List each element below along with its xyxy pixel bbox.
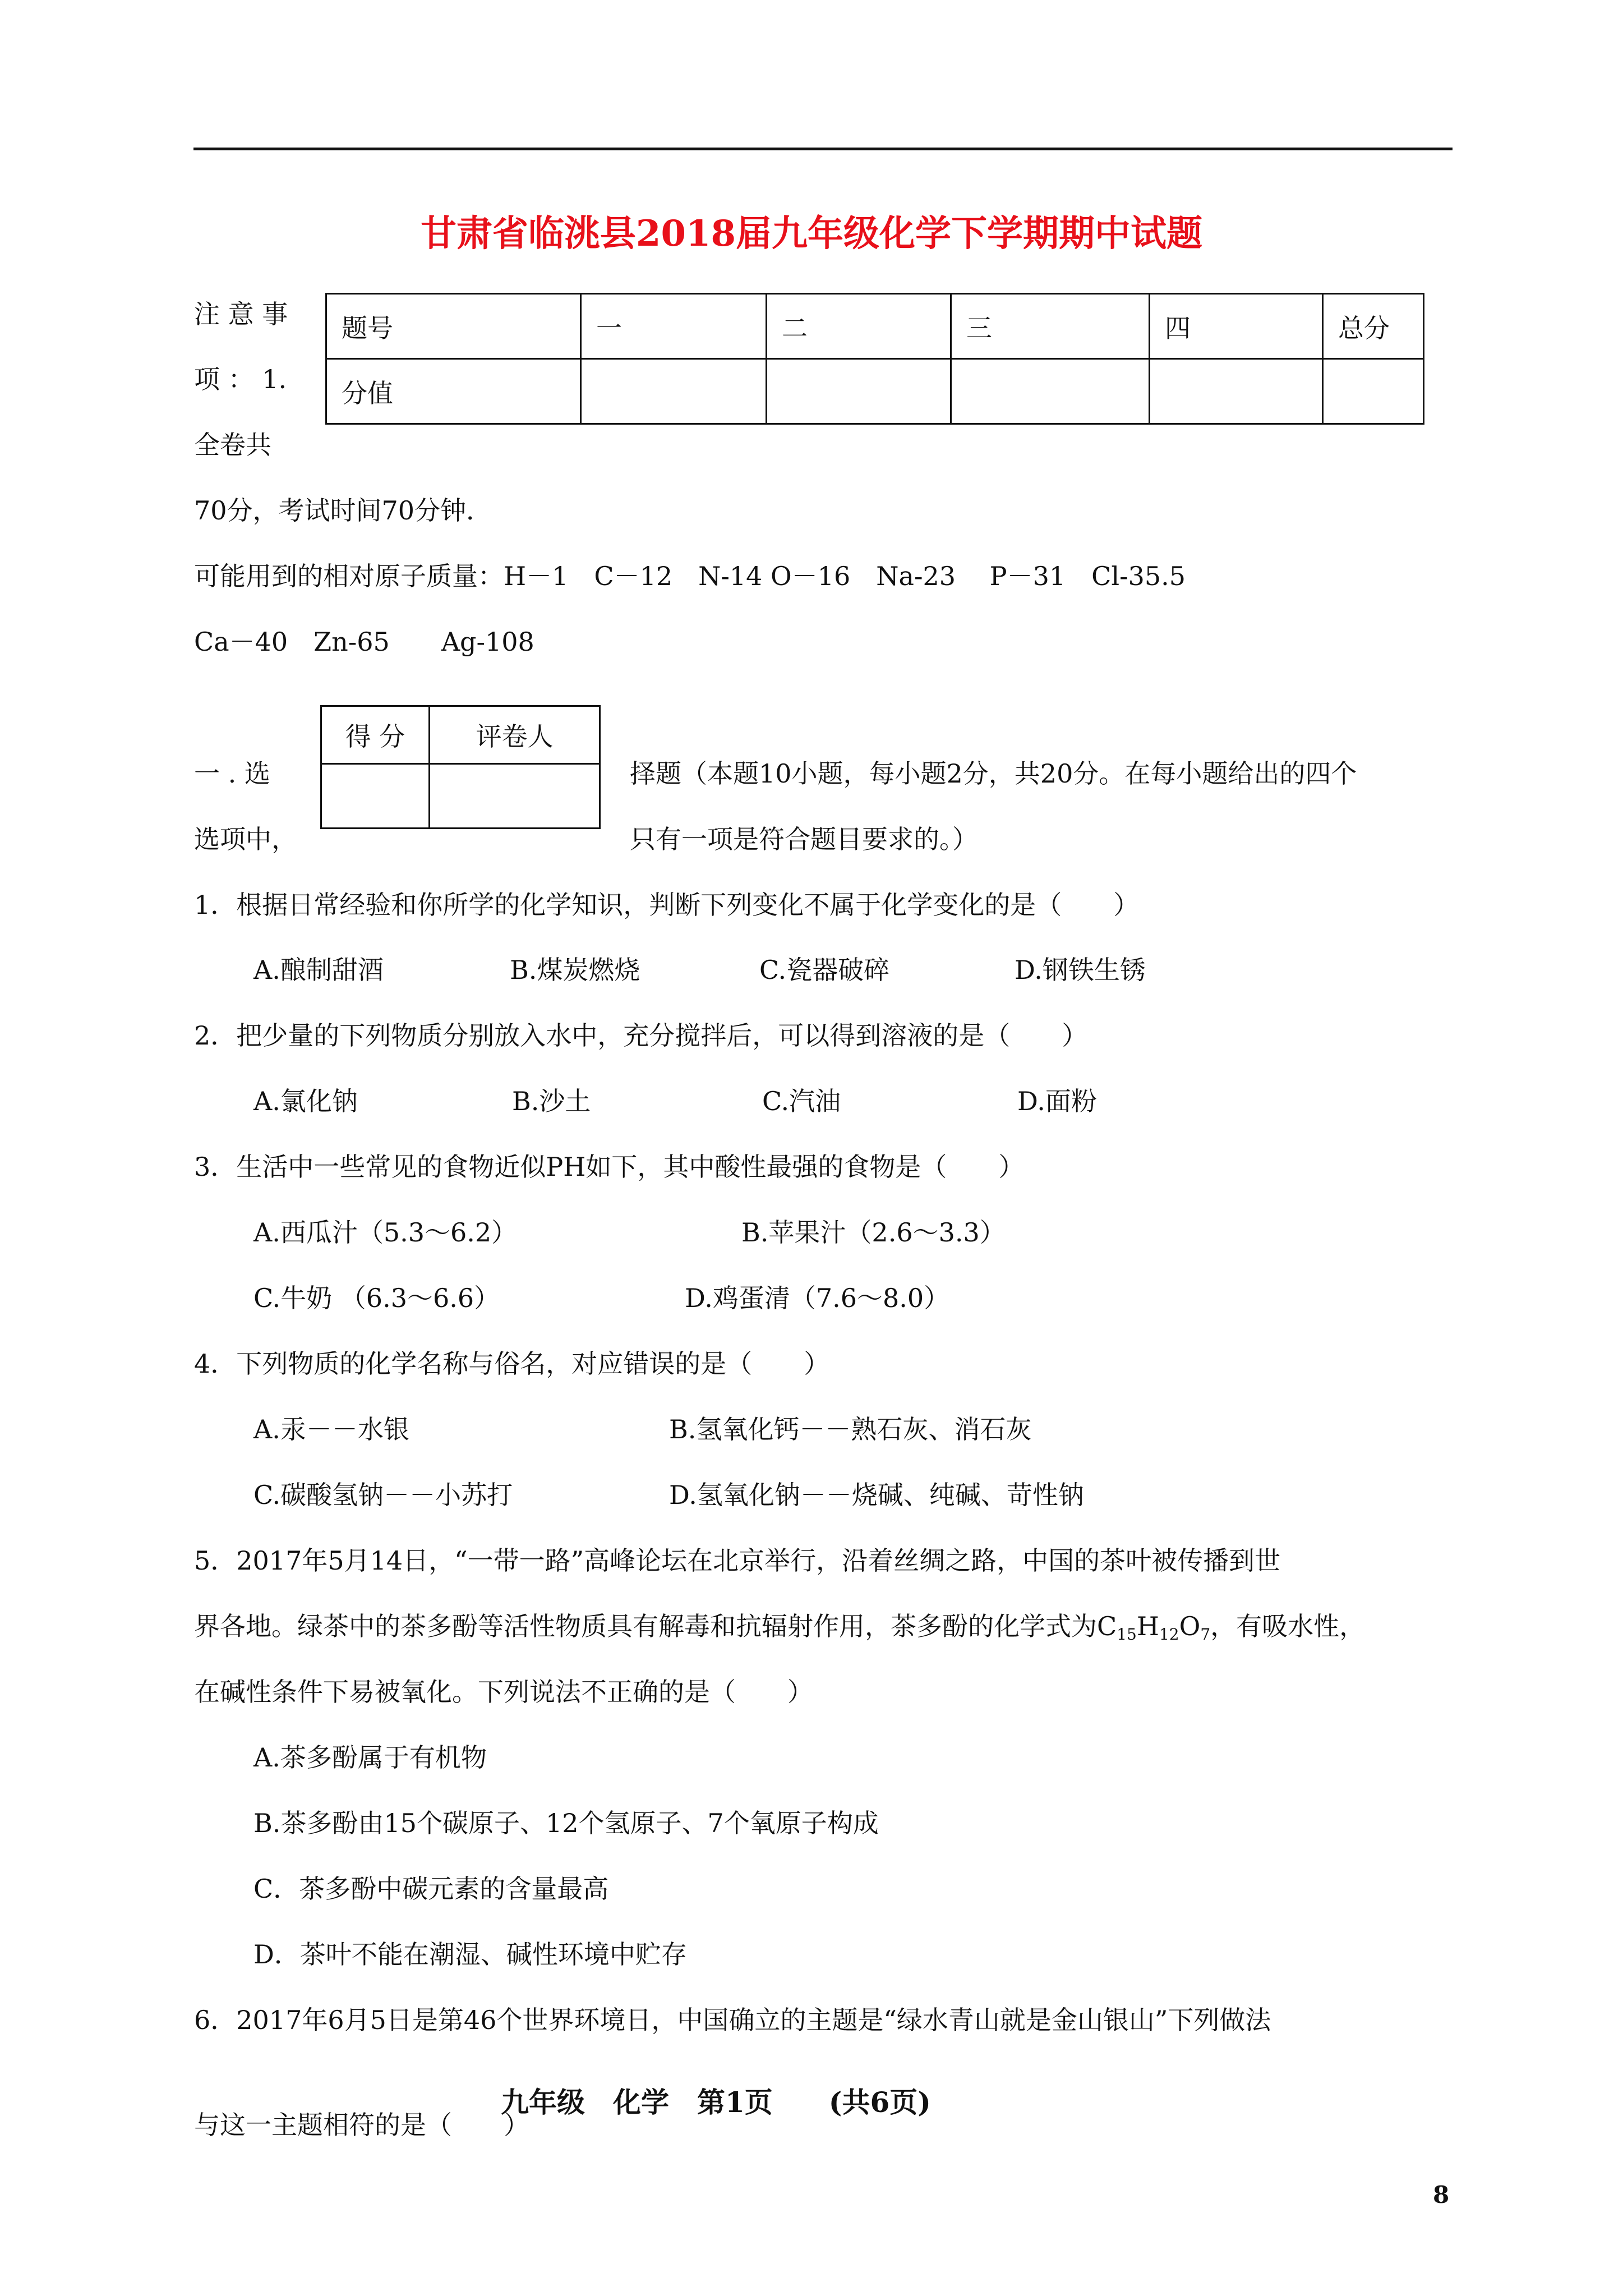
section-1-heading-right-2: 只有一项是符合题目要求的。） — [630, 824, 978, 854]
section-1-heading-left-1: 一 . 选 — [194, 758, 270, 789]
question-3-option-c: C.牛奶 （6.3～6.6） — [253, 1283, 500, 1313]
question-2-stem: 2．把少量的下列物质分别放入水中，充分搅拌后，可以得到溶液的是（ ） — [194, 1020, 1088, 1051]
score-label: 得 分 — [321, 706, 430, 764]
section-1-heading-left-2: 选项中， — [194, 824, 297, 854]
question-4-option-d: D.氢氧化钠－－烧碱、纯碱、苛性钠 — [669, 1480, 1084, 1510]
page-footer: 九年级 化学 第1页 (共6页) — [501, 2086, 931, 2119]
grader-label: 评卷人 — [430, 706, 600, 764]
question-4-option-c: C.碳酸氢钠－－小苏打 — [253, 1480, 513, 1510]
question-1-stem: 1．根据日常经验和你所学的化学知识，判断下列变化不属于化学变化的是（ ） — [194, 890, 1140, 920]
score-cell[interactable] — [767, 359, 951, 424]
question-5-line-2-text: 界各地。绿茶中的茶多酚等活性物质具有解毒和抗辐射作用，茶多酚的化学式为 — [194, 1611, 1097, 1641]
question-5-line-2-tail: ，有吸水性， — [1210, 1611, 1366, 1641]
score-header-cell: 题号 — [326, 294, 581, 359]
question-3-option-a: A.西瓜汁（5.3～6.2） — [253, 1217, 518, 1248]
notes-line-1: 注 意 事 — [194, 299, 288, 329]
question-5-option-d: D．茶叶不能在潮湿、碱性环境中贮存 — [253, 1939, 687, 1970]
section-1-heading-right-1: 择题（本题10小题，每小题2分，共20分。在每小题给出的四个 — [630, 758, 1357, 789]
question-1-option-b: B.煤炭燃烧 — [510, 955, 640, 985]
score-cell[interactable] — [1323, 359, 1424, 424]
score-header-cell: 四 — [1150, 294, 1323, 359]
question-1-option-c: C.瓷器破碎 — [759, 955, 890, 985]
exam-info: 70分，考试时间70分钟． — [194, 495, 492, 526]
question-3-option-b: B.苹果汁（2.6～3.3） — [741, 1217, 1006, 1248]
question-4-stem: 4．下列物质的化学名称与俗名，对应错误的是（ ） — [194, 1349, 830, 1379]
question-3-option-d: D.鸡蛋清（7.6～8.0） — [685, 1283, 950, 1313]
page-number: 8 — [1433, 2181, 1450, 2208]
question-6-line-1: 6．2017年6月5日是第46个世界环境日，中国确立的主题是“绿水青山就是金山银山”下列做法 — [194, 2005, 1271, 2035]
question-2-option-c: C.汽油 — [762, 1086, 841, 1116]
question-1-option-d: D.钢铁生锈 — [1015, 955, 1146, 985]
question-2-option-d: D.面粉 — [1017, 1086, 1097, 1116]
question-5-line-1: 5．2017年5月14日，“一带一路”高峰论坛在北京举行，沿着丝绸之路，中国的茶叶被传播到世 — [194, 1545, 1281, 1576]
score-table — [325, 293, 1424, 425]
score-table-value-row — [326, 359, 1424, 424]
tea-polyphenol-formula: $C_{15}H_{12}O_7$ — [1097, 1611, 1211, 1644]
score-table-header-row — [326, 294, 1424, 359]
question-2-option-b: B.沙土 — [512, 1086, 591, 1116]
atomic-masses-line-2: Ca－40 Zn-65 Ag-108 — [194, 627, 534, 657]
header-rule — [193, 148, 1453, 150]
question-1-option-a: A.酿制甜酒 — [253, 955, 384, 985]
question-5-option-c: C．茶多酚中碳元素的含量最高 — [253, 1874, 609, 1904]
score-header-cell: 二 — [767, 294, 951, 359]
grader-table — [320, 705, 601, 829]
question-2-option-a: A.氯化钠 — [253, 1086, 358, 1116]
question-4-option-a: A.汞－－水银 — [253, 1414, 409, 1444]
question-3-stem: 3．生活中一些常见的食物近似PH如下，其中酸性最强的食物是（ ） — [194, 1152, 1025, 1182]
score-entry-cell[interactable] — [321, 764, 430, 829]
score-header-cell: 总分 — [1323, 294, 1424, 359]
page-title: 甘肃省临洮县2018届九年级化学下学期期中试题 — [420, 213, 1203, 255]
score-cell[interactable] — [951, 359, 1150, 424]
question-5-line-3: 在碱性条件下易被氧化。下列说法不正确的是（ ） — [194, 1677, 813, 1707]
question-5-line-2 — [194, 1611, 1366, 1644]
notes-line-2: 项 ： 1. — [194, 364, 287, 394]
score-header-cell: 一 — [581, 294, 767, 359]
question-6-line-2: 与这一主题相符的是（ ） — [194, 2110, 529, 2140]
atomic-masses-line-1: 可能用到的相对原子质量：H－1 C－12 N-14 O－16 Na-23 P－31 Cl-35.5 — [194, 561, 1186, 591]
question-4-option-b: B.氢氧化钙－－熟石灰、消石灰 — [669, 1414, 1032, 1444]
score-header-cell: 三 — [951, 294, 1150, 359]
score-cell[interactable] — [581, 359, 767, 424]
question-5-option-a: A.茶多酚属于有机物 — [253, 1742, 487, 1773]
notes-line-3: 全卷共 — [194, 430, 271, 460]
score-cell[interactable] — [1150, 359, 1323, 424]
score-row-label: 分值 — [326, 359, 581, 424]
grader-entry-cell[interactable] — [430, 764, 600, 829]
question-5-option-b: B.茶多酚由15个碳原子、12个氢原子、7个氧原子构成 — [253, 1808, 879, 1838]
